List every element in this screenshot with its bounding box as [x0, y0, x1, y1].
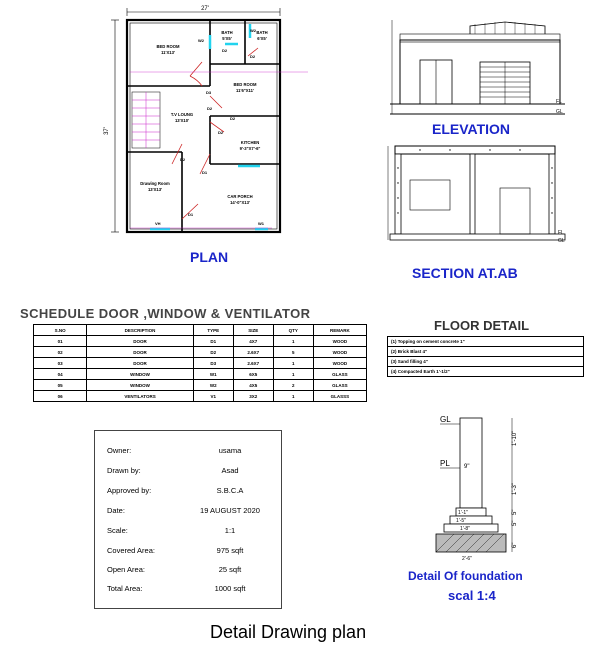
- opening-tag: W2: [198, 38, 204, 43]
- list-item: [388, 337, 584, 347]
- room-name: KITCHEN: [240, 140, 260, 145]
- opening-tag: D2: [218, 130, 224, 135]
- plan-title: PLAN: [190, 249, 229, 265]
- table-cell: WOOD: [313, 336, 366, 347]
- dimension-label: 2'-6": [462, 556, 472, 562]
- table-cell: WOOD: [313, 358, 366, 369]
- field-value: S.B.C.A: [216, 486, 244, 495]
- room-size: 13'X10': [174, 118, 190, 123]
- opening-tag: D2: [222, 48, 228, 53]
- room-size: 9'-3"X7'-6": [239, 146, 261, 151]
- room-size: 6'X5': [257, 36, 267, 41]
- table-cell: 6X5: [233, 369, 273, 380]
- opening-tag: D2: [230, 116, 236, 121]
- table-cell: 05: [34, 380, 87, 391]
- list-item: [388, 357, 584, 367]
- floor-detail-title: FLOOR DETAIL: [434, 318, 530, 333]
- column-header: TYPE: [193, 325, 233, 336]
- level-label: FL: [556, 99, 562, 105]
- table-cell: 1: [273, 391, 313, 402]
- dimension-label: 1'-1": [458, 510, 468, 516]
- table-cell: W1: [193, 369, 233, 380]
- table-cell: V1: [193, 391, 233, 402]
- dimension-label: 1'-3": [512, 483, 518, 495]
- room-name: T.V LOUNG: [170, 112, 194, 117]
- level-label: GL: [556, 109, 563, 115]
- plan-depth-dimension: 37': [104, 127, 110, 135]
- table-cell: GLASS: [313, 380, 366, 391]
- level-label: GL: [558, 238, 565, 244]
- section-title: SECTION AT.AB: [412, 265, 518, 281]
- floor-layer: (2) Brick Blast 4": [388, 347, 584, 357]
- room-name: BATH: [221, 30, 233, 35]
- column-header: QTY: [273, 325, 313, 336]
- opening-tag: W2: [250, 28, 256, 33]
- opening-tag: VH: [155, 221, 161, 226]
- table-cell: 5: [273, 347, 313, 358]
- table-row: [34, 380, 367, 391]
- table-cell: WOOD: [313, 347, 366, 358]
- level-label: FL: [558, 230, 564, 236]
- room-name: BATH: [256, 30, 268, 35]
- room-size: 13'X13': [147, 187, 163, 192]
- field-label: Covered Area:: [107, 546, 155, 555]
- floor-layer: (1) Topping on cement concrete 1": [388, 337, 584, 347]
- table-cell: 1: [273, 369, 313, 380]
- foundation-title: Detail Of foundation: [408, 569, 523, 583]
- list-item: [388, 347, 584, 357]
- dimension-label: 1'-8": [460, 526, 470, 532]
- floor-layer: (4) Compacted Earth 1'-1/2": [388, 367, 584, 377]
- table-cell: DOOR: [87, 347, 194, 358]
- table-cell: 4X5: [233, 380, 273, 391]
- elevation-title: ELEVATION: [432, 121, 511, 137]
- room-size: 5'X5': [222, 36, 232, 41]
- table-cell: DOOR: [87, 336, 194, 347]
- wall-thickness-label: 9": [464, 464, 470, 470]
- room-name: Drawing Room: [140, 181, 170, 186]
- plinth-level-label: PL: [440, 459, 450, 468]
- table-cell: D3: [193, 358, 233, 369]
- table-cell: DOOR: [87, 358, 194, 369]
- list-item: [388, 367, 584, 377]
- field-label: Approved by:: [107, 486, 152, 495]
- title-block: [94, 430, 282, 609]
- field-value: usama: [218, 446, 242, 455]
- table-cell: 2.6X7: [233, 347, 273, 358]
- table-cell: 06: [34, 391, 87, 402]
- room-size: 11'X13': [161, 50, 175, 55]
- table-row: [34, 369, 367, 380]
- field-label: Drawn by:: [107, 466, 141, 475]
- table-cell: 1: [273, 336, 313, 347]
- table-cell: 2: [273, 380, 313, 391]
- dimension-label: 6": [512, 542, 518, 548]
- table-row: [34, 347, 367, 358]
- opening-tag: W1: [258, 221, 264, 226]
- table-cell: VENTILATORS: [87, 391, 194, 402]
- table-cell: WINDOW: [87, 369, 194, 380]
- table-cell: D2: [193, 347, 233, 358]
- table-cell: 2.6X7: [233, 358, 273, 369]
- field-label: Date:: [107, 506, 125, 515]
- room-size: 14'-0"X13': [230, 200, 250, 205]
- floor-layer: (3) Sand filling 4": [388, 357, 584, 367]
- opening-tag: D3: [206, 90, 212, 95]
- field-value: 1:1: [224, 526, 236, 535]
- field-value: 19 AUGUST 2020: [200, 506, 260, 515]
- field-value: 975 sqft: [216, 546, 244, 555]
- table-row: [34, 358, 367, 369]
- opening-tag: D2: [207, 106, 213, 111]
- opening-tag: D2: [250, 54, 256, 59]
- table-cell: 02: [34, 347, 87, 358]
- table-cell: 1: [273, 358, 313, 369]
- opening-tag: D2: [180, 157, 186, 162]
- table-row: [34, 336, 367, 347]
- column-header: S.NO: [34, 325, 87, 336]
- field-value: Asad: [221, 466, 239, 475]
- column-header: REMARK: [313, 325, 366, 336]
- schedule-title: SCHEDULE DOOR ,WINDOW & VENTILATOR: [20, 306, 311, 321]
- field-label: Owner:: [107, 446, 132, 455]
- dimension-label: 5": [512, 509, 518, 515]
- schedule-table: [33, 324, 367, 402]
- field-value: 1000 sqft: [214, 584, 246, 593]
- foundation-detail-drawing: [420, 400, 580, 570]
- table-header-row: [34, 325, 367, 336]
- table-cell: 4X7: [233, 336, 273, 347]
- dimension-label: 1'-5": [456, 518, 466, 524]
- field-label: Scale:: [107, 526, 128, 535]
- table-row: [34, 391, 367, 402]
- section-drawing: [380, 138, 580, 253]
- dimension-label: 5": [512, 520, 518, 526]
- opening-tag: D1: [202, 170, 208, 175]
- field-label: Total Area:: [107, 584, 143, 593]
- table-cell: 03: [34, 358, 87, 369]
- floor-detail-table: [387, 336, 584, 377]
- table-cell: GLASSS: [313, 391, 366, 402]
- table-cell: 04: [34, 369, 87, 380]
- field-label: Open Area:: [107, 565, 145, 574]
- table-cell: GLASS: [313, 369, 366, 380]
- table-cell: W2: [193, 380, 233, 391]
- table-cell: D1: [193, 336, 233, 347]
- elevation-drawing: [380, 10, 580, 120]
- opening-tag: D1: [188, 212, 194, 217]
- plan-width-dimension: 27': [201, 6, 209, 12]
- room-name: BED ROOM: [156, 44, 180, 49]
- dimension-label: 1'-10": [512, 430, 518, 446]
- room-name: BED ROOM: [233, 82, 257, 87]
- room-name: CAR PORCH: [227, 194, 253, 199]
- table-cell: 01: [34, 336, 87, 347]
- foundation-scale: scal 1:4: [448, 588, 496, 603]
- floor-plan-drawing: [104, 4, 325, 240]
- column-header: SIZE: [233, 325, 273, 336]
- page-title: Detail Drawing plan: [210, 622, 367, 642]
- field-value: 25 sqft: [218, 565, 242, 574]
- room-size: 11'6"X11': [236, 88, 254, 93]
- table-cell: 3X2: [233, 391, 273, 402]
- table-cell: WINDOW: [87, 380, 194, 391]
- ground-level-label: GL: [440, 415, 451, 424]
- column-header: DESCRIPTION: [87, 325, 194, 336]
